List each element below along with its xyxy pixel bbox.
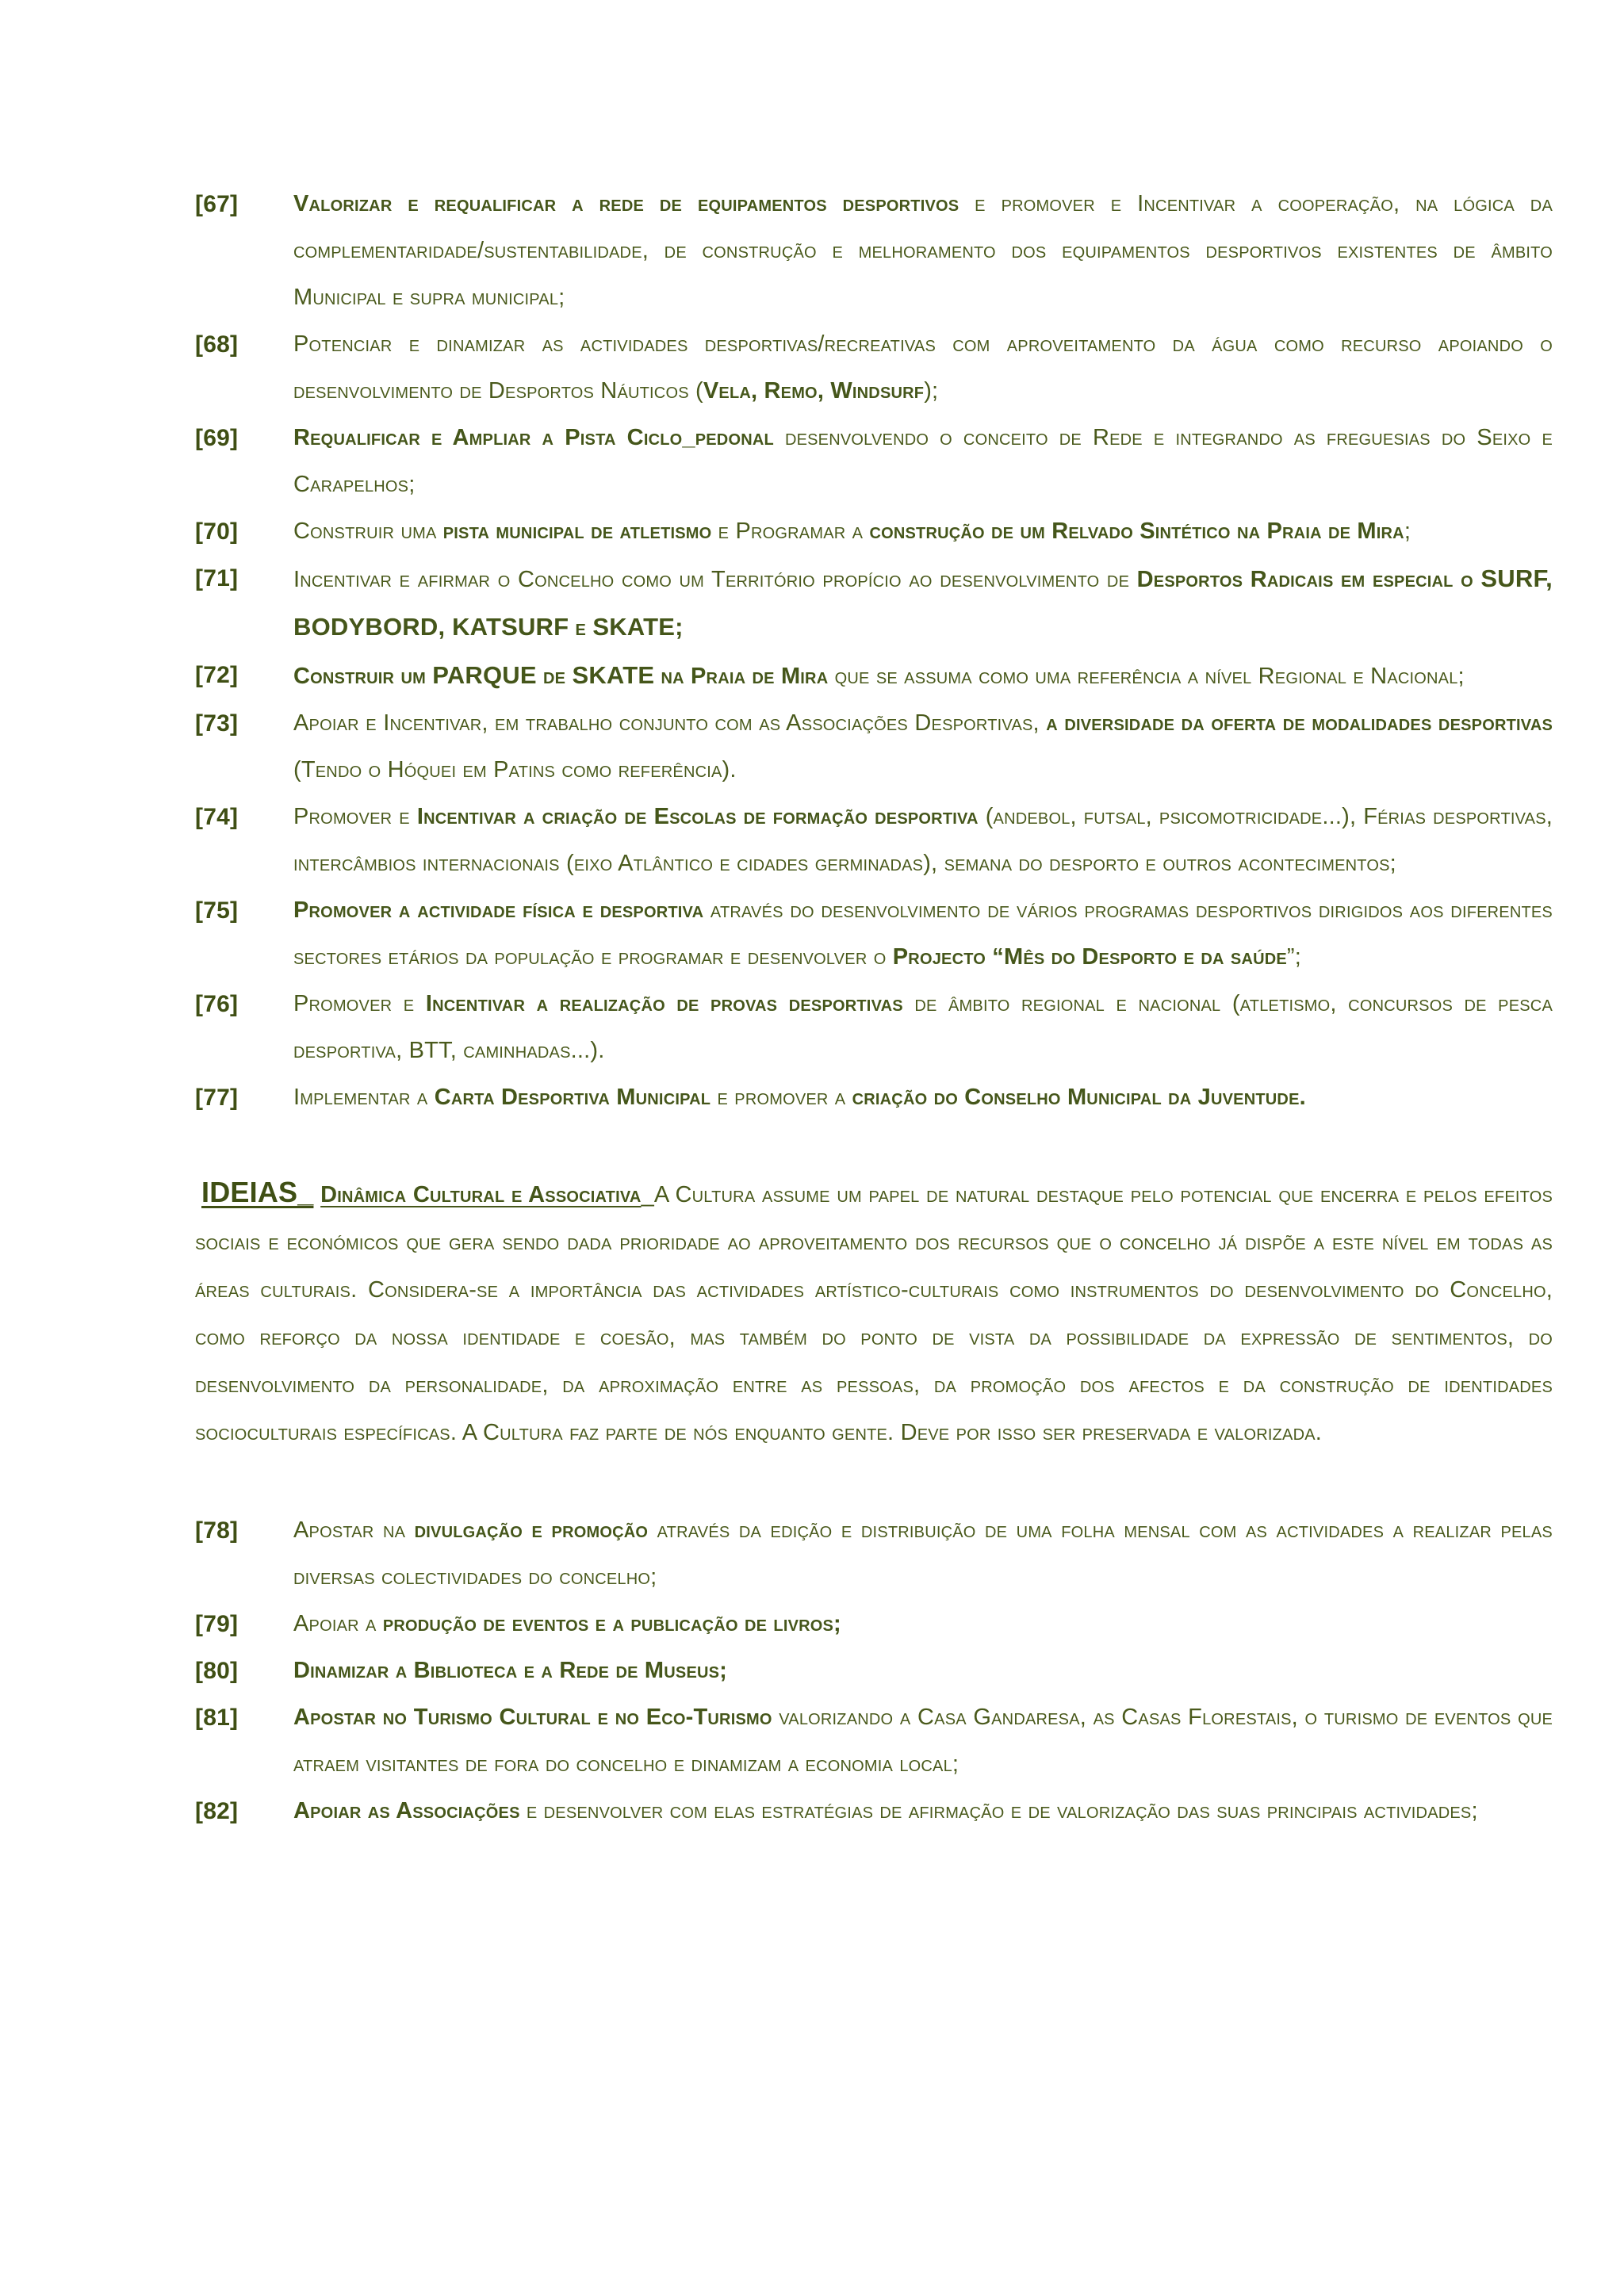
item-text-run: Implementar a — [293, 1085, 435, 1110]
list-item — [195, 321, 1553, 415]
item-text-run: Apoiar e Incentivar, em trabalho conjunto com as Associações Desportivas, — [293, 710, 1047, 736]
section-heading-ideias: IDEIAS_ — [201, 1176, 314, 1208]
item-text-emphasis: Carta Desportiva Municipal — [434, 1085, 711, 1110]
section-heading-title: Dinâmica Cultural e Associativa — [320, 1182, 642, 1207]
item-text-emphasis: Vela, Remo, Windsurf — [703, 378, 925, 404]
item-text — [293, 652, 1553, 700]
item-text-run: (andebol, futsal, psicomotricidade...), Férias desportivas, intercâmbios internacionais (eixo Atlântico e cidades germinadas), semana do desporto e outros acontecimentos; — [293, 804, 1553, 876]
list-item — [195, 1507, 1553, 1601]
item-text-emphasis: Apoiar as Associações — [293, 1798, 520, 1823]
item-number: [75] — [195, 897, 239, 924]
item-text-run: ; — [1404, 519, 1411, 544]
item-text-run: através da edição e distribuição de uma folha mensal com as actividades a realizar pelas diversas colectividades do concelho; — [293, 1517, 1553, 1590]
item-text-run: Promover e — [293, 804, 417, 829]
section-body-text: _A Cultura assume um papel de natural destaque pelo potencial que encerra e pelos efeitos sociais e económicos que gera sendo dada prioridade ao aproveitamento dos recursos que o concelho já dispõe a este nível em todas as áreas culturais. Considera-se a importância das actividades artístico-culturais como instrumentos do desenvolvimento do Concelho, como reforço da nossa identidade e coesão, mas também do ponto de vista da possibilidade da expressão de sentimentos, do desenvolvimento da personalidade, da aproximação entre as pessoas, da promoção dos afectos e da construção de identidades socioculturais específicas. A Cultura faz parte de nós enquanto gente. Deve por isso ser preservada e valorizada. — [195, 1182, 1553, 1445]
list-item — [195, 652, 1553, 700]
item-text-run: que se assuma como uma referência a nível Regional e Nacional; — [828, 664, 1465, 689]
item-text-run: Incentivar e afirmar o Concelho como um Território propício ao desenvolvimento de — [293, 567, 1137, 592]
item-text — [293, 1601, 1553, 1647]
item-number: [77] — [195, 1085, 239, 1111]
document-page — [195, 181, 1553, 1835]
item-number: [82] — [195, 1798, 239, 1824]
item-number: [71] — [195, 565, 239, 591]
item-number: [81] — [195, 1705, 239, 1731]
item-text-run: (Tendo o Hóquei em Patins como referência). — [293, 757, 737, 783]
item-text-emphasis: de — [536, 664, 573, 689]
item-text — [293, 1074, 1553, 1121]
culture-section-paragraph — [195, 1169, 1553, 1456]
item-text-emphasis: divulgação e promoção — [414, 1517, 649, 1543]
item-text-emphasis: construção de um Relvado Sintético na Praia de Mira — [869, 519, 1404, 544]
item-text — [293, 981, 1553, 1074]
list-item — [195, 415, 1553, 508]
item-text-emphasis: Valorizar e requalificar a rede de equipamentos desportivos — [293, 191, 959, 216]
item-text-emphasis: Incentivar a criação de Escolas de formação desportiva — [416, 804, 979, 829]
sport-measures-list — [195, 181, 1553, 1121]
item-text — [293, 555, 1553, 652]
item-number: [68] — [195, 331, 239, 358]
list-item — [195, 1601, 1553, 1647]
item-number: [73] — [195, 710, 239, 737]
item-number: [79] — [195, 1611, 239, 1637]
item-text-emphasis: pista municipal de atletismo — [442, 519, 712, 544]
item-number: [80] — [195, 1658, 239, 1684]
item-text-emphasis: Apostar no Turismo Cultural e no Eco-Turismo — [293, 1705, 772, 1730]
list-item — [195, 1694, 1553, 1788]
item-text-run: Promover e — [293, 991, 426, 1016]
item-text-run: ); — [924, 378, 939, 404]
item-text-run: e promover e Incentivar a cooperação, na lógica da complementaridade/sustentabilidade, de construção e melhoramento dos equipamentos desportivos existentes de âmbito Municipal e supra municipal; — [293, 191, 1553, 310]
item-text-emphasis: Dinamizar a Biblioteca e a Rede de Museus; — [293, 1658, 728, 1683]
item-text-emphasis: Construir um — [293, 664, 433, 689]
list-item — [195, 508, 1553, 555]
list-item — [195, 1788, 1553, 1835]
item-text-emphasis: SKATE; — [592, 613, 684, 641]
item-text-run: através do desenvolvimento de vários programas desportivos dirigidos aos diferentes sectores etários da população e programar e desenvolver o — [293, 897, 1553, 970]
item-text-emphasis: SURF, BODYBORD, KATSURF — [293, 564, 1553, 641]
item-text — [293, 415, 1553, 508]
item-text-run: valorizando a Casa Gandaresa, as Casas Florestais, o turismo de eventos que atraem visitantes de fora do concelho e dinamizam a economia local; — [293, 1705, 1553, 1777]
item-text-emphasis: e — [569, 615, 593, 641]
item-text — [293, 700, 1553, 794]
item-number: [69] — [195, 425, 239, 451]
item-number: [78] — [195, 1517, 239, 1544]
item-text-emphasis: criação do Conselho Municipal da Juventude. — [852, 1085, 1306, 1110]
item-text — [293, 1788, 1553, 1835]
list-item — [195, 181, 1553, 321]
item-text — [293, 321, 1553, 415]
item-text-emphasis: produção de eventos e a publicação de livros; — [382, 1611, 841, 1636]
item-text-run: ”; — [1286, 944, 1302, 970]
item-text-run: desenvolvendo o conceito de Rede e integrando as freguesias do Seixo e Carapelhos; — [293, 425, 1553, 497]
list-item — [195, 1647, 1553, 1694]
item-text-run: e promover a — [710, 1085, 852, 1110]
culture-measures-list — [195, 1507, 1553, 1835]
item-text-emphasis: Requalificar e Ampliar a Pista Ciclo_pedonal — [293, 425, 774, 450]
item-text-run: de âmbito regional e nacional (atletismo, concursos de pesca desportiva, BTT, caminhadas...). — [293, 991, 1553, 1063]
item-text-emphasis: na Praia de Mira — [654, 664, 829, 689]
list-item — [195, 794, 1553, 887]
item-text — [293, 181, 1553, 321]
item-text — [293, 887, 1553, 981]
list-item — [195, 1074, 1553, 1121]
item-text-emphasis: Desportos Radicais em especial o — [1136, 567, 1481, 592]
item-text-run: Apoiar a — [293, 1611, 383, 1636]
item-text-emphasis: PARQUE — [432, 661, 537, 689]
item-number: [70] — [195, 519, 239, 545]
item-text-emphasis: Projecto “Mês do Desporto e da saúde — [892, 944, 1287, 970]
item-number: [67] — [195, 191, 239, 217]
item-number: [76] — [195, 991, 239, 1017]
list-item — [195, 887, 1553, 981]
item-number: [74] — [195, 804, 239, 830]
item-text — [293, 508, 1553, 555]
list-item — [195, 981, 1553, 1074]
list-item — [195, 700, 1553, 794]
item-text-run: e desenvolver com elas estratégias de afirmação e de valorização das suas principais actividades; — [519, 1798, 1478, 1823]
item-text-emphasis: a diversidade da oferta de modalidades desportivas — [1046, 710, 1553, 736]
item-text-run: Potenciar e dinamizar as actividades desportivas/recreativas com aproveitamento da água como recurso apoiando o desenvolvimento de Desportos Náuticos ( — [293, 331, 1553, 404]
item-text-emphasis: Incentivar a realização de provas desportivas — [425, 991, 903, 1016]
item-text-run: Apostar na — [293, 1517, 415, 1543]
list-item — [195, 555, 1553, 652]
item-text — [293, 1694, 1553, 1788]
item-text — [293, 1507, 1553, 1601]
item-text — [293, 794, 1553, 887]
item-text-run: e Programar a — [711, 519, 870, 544]
item-text-emphasis: SKATE — [572, 661, 655, 689]
item-number: [72] — [195, 662, 239, 688]
item-text-run: Construir uma — [293, 519, 443, 544]
item-text-emphasis: Promover a actividade física e desportiva — [293, 897, 704, 923]
item-text — [293, 1647, 1553, 1694]
